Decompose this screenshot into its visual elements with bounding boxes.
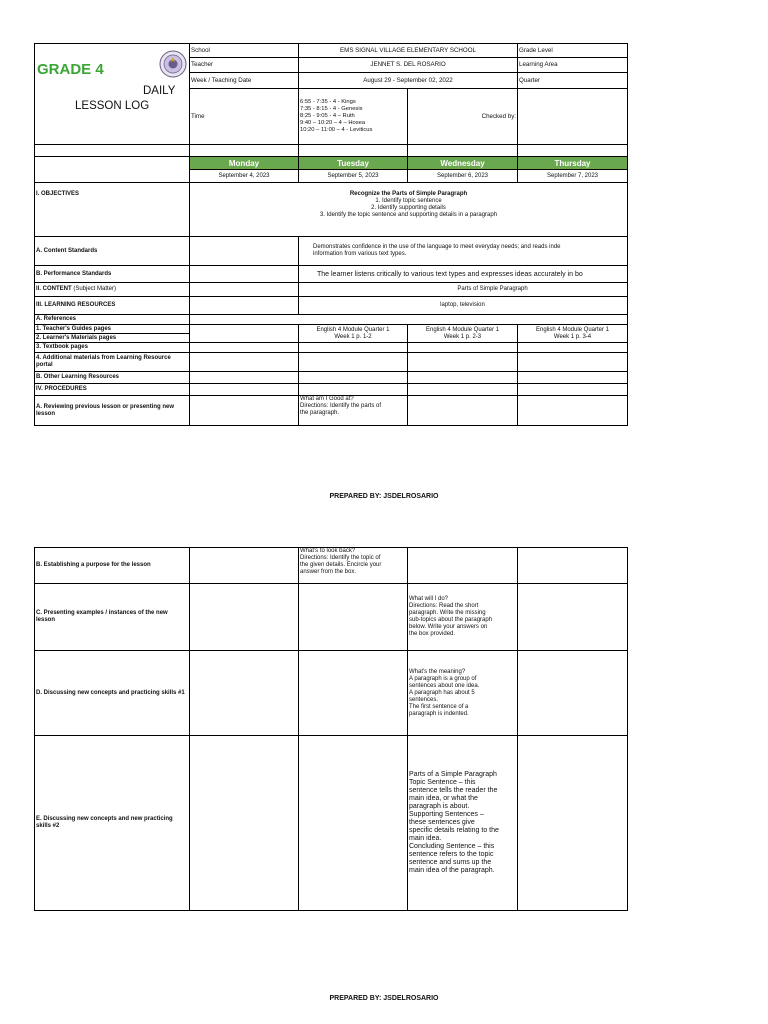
prepared-by-2: PREPARED BY: JSDELROSARIO xyxy=(329,995,439,1002)
module-wednesday: English 4 Module Quarter 1 Week 1 p. 2-3 xyxy=(408,325,518,343)
teachers-guides-label: 1. Teacher's Guides pages xyxy=(35,325,190,334)
school-label: School xyxy=(190,44,299,58)
objectives-items: 1. Identify topic sentence 2. Identify supporting details 3. Identify the topic sentence and supporting details in a paragraph xyxy=(319,198,498,218)
performance-standards-value: The learner listens critically to various text types and expresses ideas accurately in bo xyxy=(299,266,628,283)
checked-by-value xyxy=(518,88,628,144)
lesson-log-label: LESSON LOG xyxy=(75,100,150,112)
module-tuesday: English 4 Module Quarter 1 Week 1 p. 1-2 xyxy=(299,325,408,343)
checked-by-label: Checked by: xyxy=(408,88,518,144)
other-resources-label: B. Other Learning Resources xyxy=(35,372,190,384)
teacher-label: Teacher xyxy=(190,58,299,72)
discussing1-label: D. Discussing new concepts and practicing skills #1 xyxy=(35,651,190,736)
content-standards-value: Demonstrates confidence in the use of the language to meet everyday needs; and reads inde information from various text types. xyxy=(299,237,628,266)
daily-label: DAILY xyxy=(143,85,176,97)
presenting-wednesday: What will I do? Directions: Read the short paragraph. Write the missing sub-topics about the paragraph below. Write your answers on the box provided. xyxy=(408,584,518,651)
resources-value: laptop, television xyxy=(299,297,628,315)
presenting-label: C. Presenting examples / instances of the new lesson xyxy=(35,584,190,651)
objectives-content xyxy=(190,183,628,237)
textbook-label: 3. Textbook pages xyxy=(35,343,190,353)
reviewing-label: A. Reviewing previous lesson or presenting new lesson xyxy=(35,396,190,426)
date-thursday: September 7, 2023 xyxy=(518,170,628,183)
lesson-log-table-continued xyxy=(34,547,628,911)
grade-title: GRADE 4 xyxy=(37,61,104,78)
day-tuesday: Tuesday xyxy=(299,157,408,170)
date-wednesday: September 6, 2023 xyxy=(408,170,518,183)
procedures-label: IV. PROCEDURES xyxy=(35,384,190,396)
discussing2-wednesday: Parts of a Simple Paragraph Topic Sentence – this sentence tells the reader the main idea, or what the paragraph is about. Supporting Sentences – these sentences give specific details relating to the main idea. Concluding Sentence – this sentence refers to the topic sentence and sums up the main idea of the paragraph. xyxy=(408,736,518,911)
quarter-label: Quarter xyxy=(518,72,628,88)
grade-level-label: Grade Level xyxy=(518,44,628,58)
blank-cell xyxy=(35,157,190,170)
content-standards-label: A. Content Standards xyxy=(35,237,190,266)
time-schedule: 6:55 - 7:35 - 4 - Kings 7:35 - 8:15 - 4 - Genesis 8:25 - 9:05 - 4 – Ruth 9:40 – 10:20 – 4 – Hosea 10:20 – 11:00 – 4 - Leviticus xyxy=(299,88,408,144)
day-wednesday: Wednesday xyxy=(408,157,518,170)
reviewing-tuesday: What am I Good at? Directions: Identify the parts of the paragraph. xyxy=(299,396,408,426)
content-label: II. CONTENT (Subject Matter) xyxy=(35,283,190,297)
references-label: A. References xyxy=(35,315,190,325)
day-monday: Monday xyxy=(190,157,299,170)
week-label: Week / Teaching Date xyxy=(190,72,299,88)
day-thursday: Thursday xyxy=(518,157,628,170)
learning-area-label: Learning Area xyxy=(518,58,628,72)
objectives-title: Recognize the Parts of Simple Paragraph xyxy=(349,191,468,197)
learners-materials-label: 2. Learner's Materials pages xyxy=(35,334,190,343)
establishing-label: B. Establishing a purpose for the lesson xyxy=(35,548,190,584)
date-tuesday: September 5, 2023 xyxy=(299,170,408,183)
school-value: EMS SIGNAL VILLAGE ELEMENTARY SCHOOL xyxy=(299,44,518,58)
time-label: Time xyxy=(190,88,299,144)
lesson-log-table xyxy=(34,43,628,426)
title-block xyxy=(35,44,190,145)
prepared-by-1: PREPARED BY: JSDELROSARIO xyxy=(329,493,439,500)
module-thursday: English 4 Module Quarter 1 Week 1 p. 3-4 xyxy=(518,325,628,343)
additional-materials-label: 4. Additional materials from Learning Resource portal xyxy=(35,353,190,372)
establishing-tuesday: What's to look back? Directions: Identify the topic of the given details. Encircle your answer from the box. xyxy=(299,548,408,584)
deped-seal-icon xyxy=(159,50,187,78)
week-value: August 29 - September 02, 2022 xyxy=(299,72,518,88)
discussing2-label: E. Discussing new concepts and new practicing skills #2 xyxy=(35,736,190,911)
discussing1-wednesday: What's the meaning? A paragraph is a group of sentences about one idea. A paragraph has about 5 sentences. The first sentence of a paragraph is indented. xyxy=(408,651,518,736)
performance-standards-label: B. Performance Standards xyxy=(35,266,190,283)
resources-label: III. LEARNING RESOURCES xyxy=(35,297,190,315)
date-monday: September 4, 2023 xyxy=(190,170,299,183)
content-value: Parts of Simple Paragraph xyxy=(299,283,628,297)
teacher-value: JENNET S. DEL ROSARIO xyxy=(299,58,518,72)
objectives-label: I. OBJECTIVES xyxy=(35,183,190,237)
